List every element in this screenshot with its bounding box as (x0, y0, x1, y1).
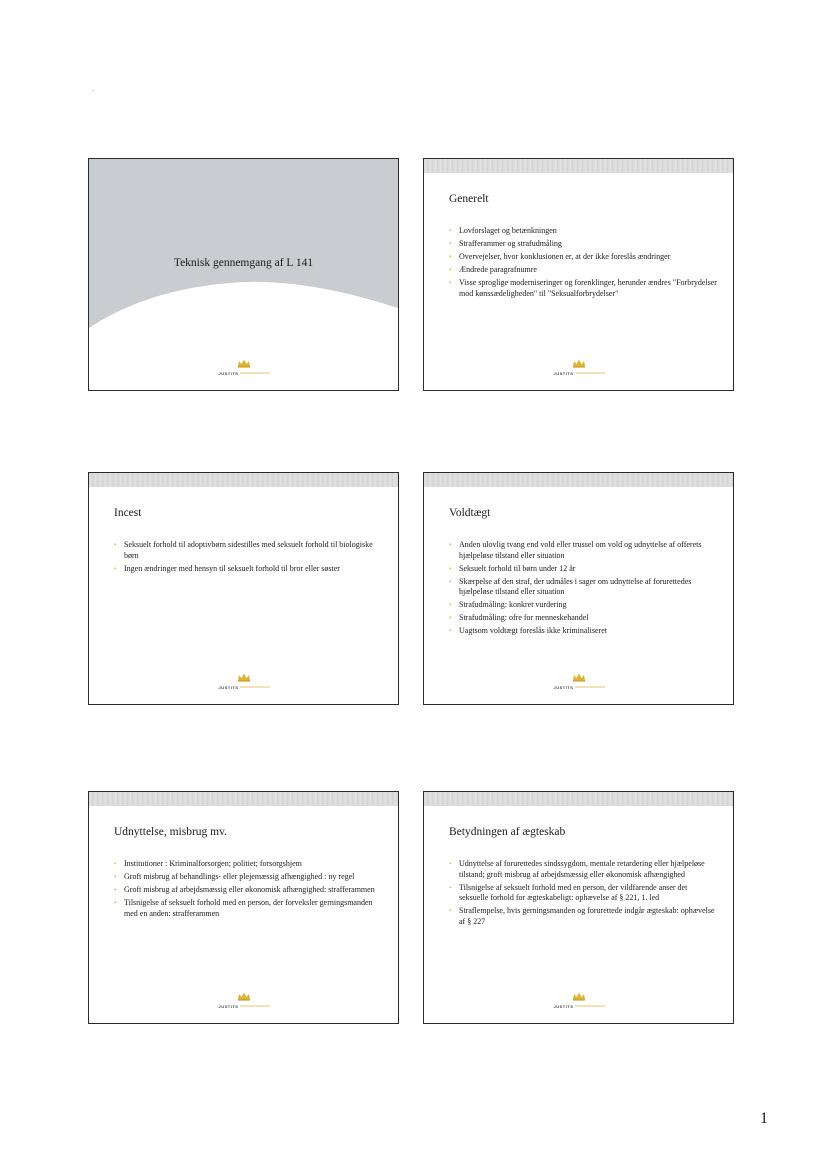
slide-footer-logo (424, 672, 733, 694)
bullet-icon: • (114, 860, 117, 868)
bullet-list (114, 859, 382, 922)
ministry-logo-text: JUSTITS (553, 1004, 574, 1009)
logo-faint-text (575, 1005, 605, 1007)
page-number: 1 (760, 1110, 768, 1127)
list-item: • Tilsnigelse af seksuelt forhold med en person, der forveksler gerningsmanden med en anden: strafferammen (114, 898, 373, 918)
bullet-list (449, 226, 717, 302)
logo-faint-text (575, 686, 605, 688)
list-item: • Udnyttelse af forurettedes sindssygdom, mentale retardering eller hjælpeløse tilstand; groft misbrug af arbejdsmæssig eller økonomisk afhængighed (449, 859, 705, 879)
logo-faint-text (240, 372, 270, 374)
slide-6-aegteskab (423, 791, 734, 1024)
list-item: • Tilsnigelse af seksuelt forhold med en person, der vildfarende anser det seksuelle forhold for ægteskabeligt: ophævelse af § 221, 1. led (449, 882, 688, 902)
ministry-logo-text: JUSTITS (218, 1004, 239, 1009)
list-item: • Uagtsom voldtægt foreslås ikke kriminaliseret (449, 626, 607, 635)
bullet-icon: • (114, 873, 117, 881)
bullet-list (114, 540, 382, 577)
bullet-icon: • (449, 240, 452, 248)
bullet-icon: • (449, 266, 452, 274)
slide-top-band (89, 473, 398, 487)
title-slide-grey-shape (89, 159, 398, 390)
slide-footer-logo (424, 991, 733, 1013)
list-item: • Institutioner : Kriminalforsorgen; politiet; forsorgshjem (114, 859, 302, 868)
slide-title: Generelt (449, 193, 489, 205)
bullet-icon: • (449, 907, 452, 915)
bullet-icon: • (449, 860, 452, 868)
list-item: • Groft misbrug af behandlings- eller plejemæssig afhængighed : ny regel (114, 872, 355, 881)
list-item: • Ændrede paragrafnumre (449, 265, 537, 274)
slide-1-title (88, 158, 399, 391)
bullet-icon: • (449, 227, 452, 235)
bullet-icon: • (449, 601, 452, 609)
list-item: • Strafferammer og strafudmåling (449, 239, 562, 248)
slide-top-band (424, 159, 733, 173)
bullet-icon: • (449, 541, 452, 549)
slide-top-band (89, 792, 398, 806)
bullet-icon: • (449, 253, 452, 261)
list-item: • Straflempelse, hvis gerningsmanden og forurettede indgår ægteskab: ophævelse af § 227 (449, 906, 715, 926)
bullet-icon: • (449, 564, 452, 573)
slide-footer-logo (424, 358, 733, 380)
slide-2-generelt (423, 158, 734, 391)
slide-4-voldtaegt (423, 472, 734, 705)
list-item: • Seksuelt forhold til adoptivbørn sidestilles med seksuelt forhold til biologiske børn (114, 540, 373, 560)
bullet-list (449, 859, 717, 930)
bullet-icon: • (114, 564, 117, 573)
list-item: • Seksuelt forhold til børn under 12 år (449, 563, 576, 573)
crown-icon (572, 358, 586, 368)
slide-title: Incest (114, 507, 142, 519)
slide-title: Betydningen af ægteskab (449, 826, 566, 838)
list-item: • Lovforslaget og betænkningen (449, 226, 557, 235)
slide-footer-logo (89, 991, 398, 1013)
list-item: • Anden ulovlig tvang end vold eller trussel om vold og udnyttelse af offerets hjælpeløse tilstand eller situation (449, 540, 702, 560)
crown-icon (237, 672, 251, 682)
slide-footer-logo (89, 358, 398, 380)
list-item: • Ingen ændringer med hensyn til seksuelt forhold til bror eller søster (114, 563, 340, 573)
slide-title: Udnyttelse, misbrug mv. (114, 826, 227, 838)
bullet-list (449, 540, 717, 639)
crown-icon (237, 991, 251, 1001)
logo-faint-text (240, 1005, 270, 1007)
list-item: • Visse sproglige moderniseringer og forenklinger, herunder ændres "Forbrydelser mod kønssædeligheden" til "Seksualforbrydelser" (449, 278, 717, 298)
ministry-logo-text: JUSTITS (553, 371, 574, 376)
bullet-icon: • (114, 899, 117, 907)
slide-3-incest (88, 472, 399, 705)
bullet-icon: • (449, 577, 452, 586)
list-item: • Skærpelse af den straf, der udmåles i sager om udnyttelse af forurettedes hjælpeløse tilstand eller situation (449, 576, 692, 596)
crown-icon (237, 358, 251, 368)
bullet-icon: • (114, 886, 117, 894)
presentation-title: Teknisk gennemgang af L 141 (173, 257, 314, 269)
list-item: • Strafudmåling: ofre for menneskehandel (449, 613, 589, 622)
list-item: • Groft misbrug af arbejdsmæssig eller økonomisk afhængighed: strafferammen (114, 885, 375, 894)
bullet-icon: • (114, 541, 117, 549)
logo-faint-text (575, 372, 605, 374)
scan-speck (92, 90, 94, 91)
list-item: • Overvejelser, hvor konklusionen er, at der ikke foreslås ændringer (449, 252, 671, 261)
bullet-icon: • (449, 627, 452, 635)
crown-icon (572, 991, 586, 1001)
slide-5-udnyttelse (88, 791, 399, 1024)
slide-top-band (424, 473, 733, 487)
ministry-logo-text: JUSTITS (218, 371, 239, 376)
ministry-logo-text: JUSTITS (553, 685, 574, 690)
slide-top-band (424, 792, 733, 806)
bullet-icon: • (449, 883, 452, 892)
bullet-icon: • (449, 279, 452, 287)
ministry-logo-text: JUSTITS (218, 685, 239, 690)
list-item: • Strafudmåling: konkret vurdering (449, 600, 567, 609)
slide-footer-logo (89, 672, 398, 694)
crown-icon (572, 672, 586, 682)
bullet-icon: • (449, 614, 452, 622)
logo-faint-text (240, 686, 270, 688)
slide-title: Voldtægt (449, 507, 491, 519)
